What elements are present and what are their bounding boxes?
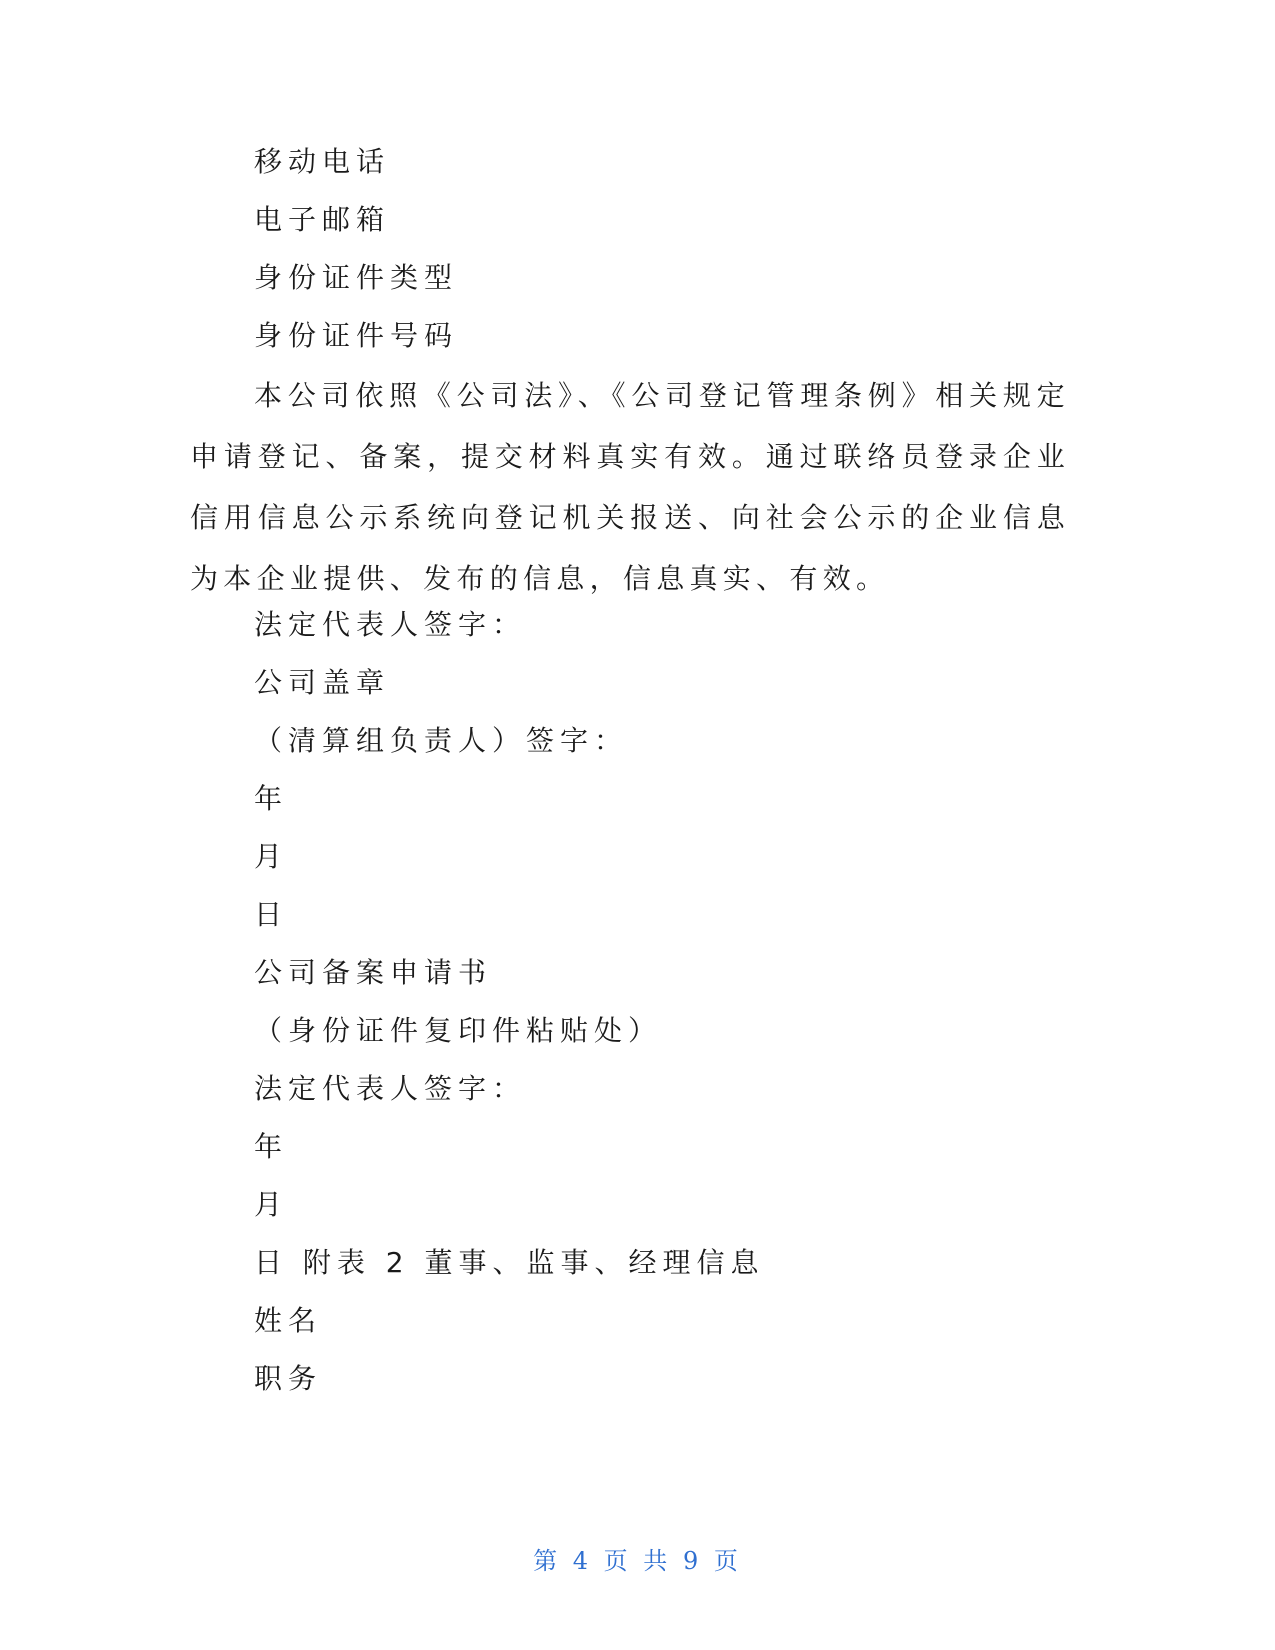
date-day-and-appendix-heading: 日 附表 2 董事、监事、经理信息	[254, 1246, 765, 1279]
date-year-2: 年	[254, 1130, 289, 1163]
filing-application-title: 公司备案申请书	[254, 956, 493, 989]
date-day: 日	[254, 898, 289, 931]
field-position: 职务	[254, 1362, 323, 1395]
field-mobile-phone: 移动电话	[254, 145, 391, 178]
legal-representative-signature-2: 法定代表人签字：	[254, 1072, 527, 1105]
field-id-number: 身份证件号码	[254, 319, 459, 352]
company-seal-label: 公司盖章	[254, 666, 391, 699]
legal-representative-signature: 法定代表人签字：	[254, 608, 527, 641]
declaration-paragraph: 本公司依照《公司法》、《公司登记管理条例》相关规定申请登记、备案，提交材料真实有效。通过联络员登录企业信用信息公示系统向登记机关报送、向社会公示的企业信息为本企业提供、发布的信息，信息真实、有效。	[190, 379, 1070, 595]
date-month-2: 月	[254, 1188, 289, 1221]
page-number-footer: 第 4 页 共 9 页	[533, 1547, 742, 1575]
date-month: 月	[254, 840, 289, 873]
field-id-type: 身份证件类型	[254, 261, 459, 294]
date-year: 年	[254, 782, 289, 815]
field-name: 姓名	[254, 1304, 323, 1337]
id-copy-paste-area: （身份证件复印件粘贴处）	[254, 1014, 663, 1047]
liquidation-lead-signature: （清算组负责人）签字：	[254, 724, 629, 757]
field-email: 电子邮箱	[254, 203, 391, 236]
